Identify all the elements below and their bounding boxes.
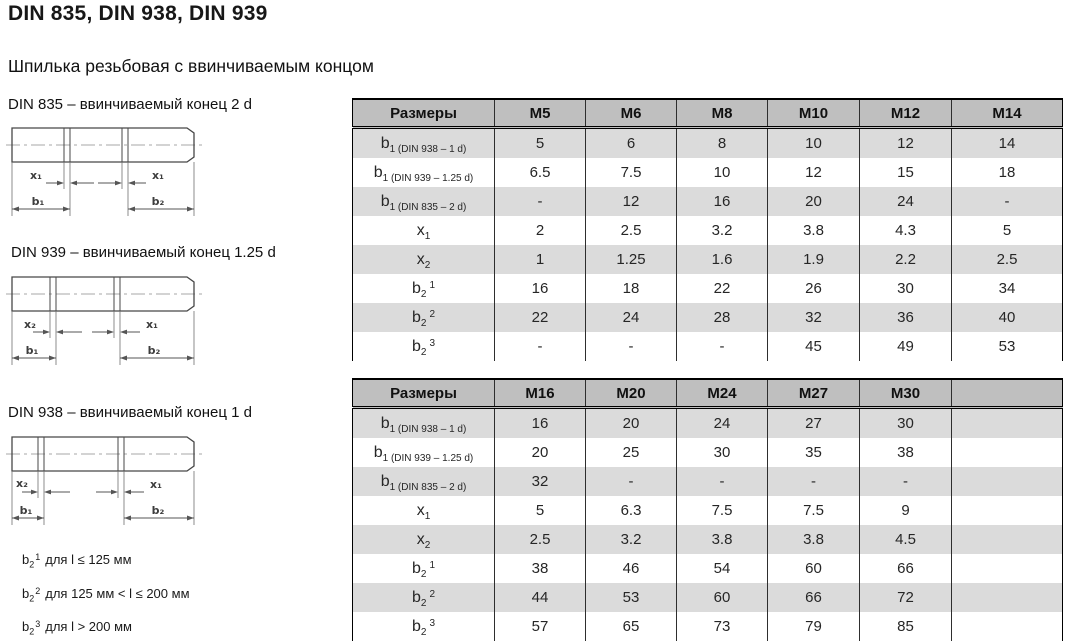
dimensions-table-m16-m30 [352,378,1063,641]
table-row [353,216,1063,245]
cell-value: 72 [860,583,952,612]
din938-stud-drawing [6,428,206,533]
row-label: $b_2^3$ [411,617,436,638]
dim-label-b-left: b₁ [31,195,45,208]
size-column-header: M5 [495,99,586,128]
cell-value: 27 [768,408,860,439]
cell-value: 54 [677,554,768,583]
cell-value: 16 [677,187,768,216]
cell-value [952,525,1063,554]
cell-value: 60 [677,583,768,612]
cell-value [952,438,1063,467]
cell-value: 1.9 [768,245,860,274]
cell-value: 3.8 [768,525,860,554]
footnote-b2-3: $b_2^3$ для l > 200 мм [22,619,132,637]
cell-value: 3.2 [586,525,677,554]
cell-value: 66 [768,583,860,612]
cell-value: 2.5 [495,525,586,554]
size-column-header: M8 [677,99,768,128]
cell-value [952,467,1063,496]
dimensions-table-m5-m14 [352,98,1063,361]
cell-value: - [768,467,860,496]
cell-value: 45 [768,332,860,361]
cell-value: 20 [768,187,860,216]
cell-value: - [677,332,768,361]
row-label: $x_2$ [353,525,495,554]
cell-value: 30 [860,274,952,303]
cell-value: 46 [586,554,677,583]
footnote-b2-2: $b_2^2$ для 125 мм < l ≤ 200 мм [22,586,190,604]
cell-value: 53 [952,332,1063,361]
cell-value: 5 [495,128,586,159]
cell-value: 2.5 [952,245,1063,274]
cell-value: 28 [677,303,768,332]
cell-value: 53 [586,583,677,612]
cell-value: 49 [860,332,952,361]
cell-value: 1.25 [586,245,677,274]
row-label: $x_2$ [353,245,495,274]
row-label: $b_2^3$ [411,337,436,358]
dim-label-x-left: x₂ [24,318,36,331]
cell-value: 12 [586,187,677,216]
cell-value: 32 [495,467,586,496]
row-label: $b_{1 (DIN 938 - 1 d)}$ [353,408,495,439]
cell-value: 85 [860,612,952,641]
cell-value: 32 [768,303,860,332]
cell-value: 12 [860,128,952,159]
cell-value: 3.8 [768,216,860,245]
cell-value: 24 [677,408,768,439]
din939-stud-drawing [6,268,206,373]
cell-value: - [495,187,586,216]
cell-value: 66 [860,554,952,583]
header-row [353,379,1063,408]
cell-value: 20 [586,408,677,439]
cell-value: 6.5 [495,158,586,187]
row-label: $b_2^2$ [353,583,495,612]
footnote-b2-1: $b_2^1$ для l ≤ 125 мм [22,552,132,570]
row-label: $b_{1 (DIN 939 - 1.25 d)}$ [373,163,474,184]
table-row [353,525,1063,554]
size-column-header: M16 [495,379,586,408]
cell-value: 36 [860,303,952,332]
cell-value: 24 [860,187,952,216]
size-column-header: M24 [677,379,768,408]
cell-value [952,583,1063,612]
cell-value: 2.5 [586,216,677,245]
cell-value: 1 [495,245,586,274]
cell-value [952,554,1063,583]
table-row [353,438,1063,467]
table-row [353,245,1063,274]
cell-value: - [495,332,586,361]
cell-value: 65 [586,612,677,641]
dimensions-column-header: Размеры [353,99,495,128]
cell-value: 9 [860,496,952,525]
page-title: DIN 835, DIN 938, DIN 939 [8,2,268,25]
dim-label-b-left: b₁ [19,504,33,517]
cell-value: 2.2 [860,245,952,274]
din835-caption: DIN 835 – ввинчиваемый конец 2 d [8,96,252,113]
size-column-header: M6 [586,99,677,128]
table-row [353,612,1063,641]
cell-value: 5 [495,496,586,525]
size-column-header: M14 [952,99,1063,128]
cell-value: 12 [768,158,860,187]
page-subtitle: Шпилька резьбовая с ввинчиваемым концом [8,56,374,76]
row-label: $b_{1 (DIN 835 - 2 d)}$ [353,187,495,216]
row-label: $b_2^1$ [411,279,436,300]
din939-caption: DIN 939 – ввинчиваемый конец 1.25 d [11,244,276,261]
cell-value: 5 [952,216,1063,245]
cell-value: 30 [677,438,768,467]
cell-value: - [586,332,677,361]
size-column-header: M12 [860,99,952,128]
table-row [353,274,1063,303]
table-row [353,128,1063,159]
cell-value [952,408,1063,439]
cell-value: 34 [952,274,1063,303]
cell-value: 44 [495,583,586,612]
cell-value: 16 [495,408,586,439]
table-row [353,187,1063,216]
cell-value: 40 [952,303,1063,332]
row-label: $x_1$ [416,501,431,522]
cell-value: 2 [495,216,586,245]
cell-value: 26 [768,274,860,303]
cell-value: 3.2 [677,216,768,245]
dim-label-x-right: x₁ [146,318,158,331]
cell-value: 38 [860,438,952,467]
dim-label-x-left: x₁ [30,169,42,182]
row-label: $b_{1 (DIN 938 - 1 d)}$ [353,128,495,159]
size-column-header: M30 [860,379,952,408]
dimensions-column-header: Размеры [353,379,495,408]
cell-value: 7.5 [677,496,768,525]
cell-value: 35 [768,438,860,467]
table-row [353,408,1063,439]
cell-value: - [677,467,768,496]
cell-value: 10 [768,128,860,159]
cell-value: 79 [768,612,860,641]
cell-value: 22 [677,274,768,303]
table-row [353,554,1063,583]
cell-value: 60 [768,554,860,583]
cell-value: 73 [677,612,768,641]
dim-label-b-right: b₂ [151,195,165,208]
size-column-header: M10 [768,99,860,128]
cell-value [952,496,1063,525]
cell-value: 38 [495,554,586,583]
dim-label-x-right: x₁ [152,169,164,182]
cell-value: 7.5 [586,158,677,187]
row-label: $b_2^1$ [411,559,436,580]
din835-stud-drawing [6,119,206,224]
cell-value: 30 [860,408,952,439]
cell-value: 6.3 [586,496,677,525]
cell-value: 57 [495,612,586,641]
cell-value: 22 [495,303,586,332]
cell-value: - [860,467,952,496]
cell-value: 20 [495,438,586,467]
table-row [353,583,1063,612]
cell-value: 3.8 [677,525,768,554]
table-row [353,496,1063,525]
cell-value: 4.3 [860,216,952,245]
table-row [353,467,1063,496]
cell-value: 8 [677,128,768,159]
size-column-header: M27 [768,379,860,408]
cell-value: 6 [586,128,677,159]
row-label: $b_{1 (DIN 939 - 1.25 d)}$ [373,443,474,464]
cell-value: 16 [495,274,586,303]
cell-value: 1.6 [677,245,768,274]
dim-label-b-right: b₂ [147,344,161,357]
row-label: $x_1$ [416,221,431,242]
cell-value: 18 [952,158,1063,187]
cell-value: 7.5 [768,496,860,525]
header-row [353,99,1063,128]
din938-caption: DIN 938 – ввинчиваемый конец 1 d [8,404,252,421]
cell-value: 4.5 [860,525,952,554]
cell-value: - [952,187,1063,216]
size-column-header [952,379,1063,408]
table-row [353,303,1063,332]
dim-label-b-left: b₁ [25,344,39,357]
dim-label-b-right: b₂ [151,504,165,517]
cell-value: 24 [586,303,677,332]
dim-label-x-right: x₁ [150,478,162,491]
table-row [353,332,1063,361]
cell-value: 25 [586,438,677,467]
size-column-header: M20 [586,379,677,408]
cell-value: 18 [586,274,677,303]
cell-value: 14 [952,128,1063,159]
row-label: $b_{1 (DIN 835 - 2 d)}$ [353,467,495,496]
dim-label-x-left: x₂ [16,477,28,490]
cell-value: 10 [677,158,768,187]
cell-value: 15 [860,158,952,187]
cell-value [952,612,1063,641]
cell-value: - [586,467,677,496]
table-row [353,158,1063,187]
row-label: $b_2^2$ [353,303,495,332]
